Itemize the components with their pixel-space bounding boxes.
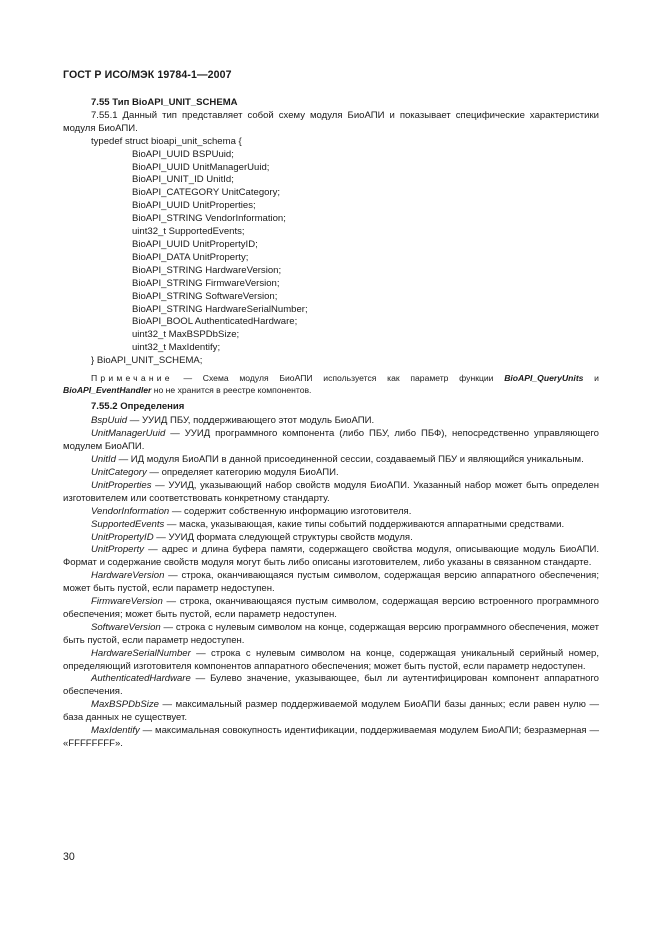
- definition-item: [63, 725, 599, 751]
- note-text-1: — Схема модуля БиоАПИ используется как параметр функции: [172, 373, 505, 384]
- code-field-line: BioAPI_STRING FirmwareVersion;: [132, 277, 280, 289]
- definition-item: [63, 506, 599, 519]
- code-close-line: } BioAPI_UNIT_SCHEMA;: [91, 355, 203, 367]
- definition-text: — максимальный размер поддерживаемой модулем БиоАПИ базы данных; если равен нулю — база данных не существует.: [63, 699, 599, 724]
- definition-text: — УУИД ПБУ, поддерживающего этот модуль БиоАПИ.: [127, 415, 375, 427]
- code-field-line: BioAPI_STRING SoftwareVersion;: [132, 290, 278, 302]
- definition-term: UnitPropertyID: [91, 531, 154, 543]
- definition-item: [63, 544, 599, 570]
- note-func-event-handler: BioAPI_EventHandler: [63, 385, 152, 396]
- definition-text: — УУИД программного компонента (либо ПБУ, либо ПБФ), непосредственно управляющего модулем БиоАПИ.: [63, 428, 599, 453]
- code-field-line: BioAPI_STRING VendorInformation;: [132, 213, 286, 225]
- code-field-line: BioAPI_UNIT_ID UnitId;: [132, 174, 234, 186]
- definition-text: — Булево значение, указывающее, был ли аутентифицирован компонент аппаратного обеспечения.: [63, 673, 599, 698]
- definition-text: — адрес и длина буфера памяти, содержащего свойства модуля, описывающие модуль БиоАПИ. Формат и содержание свойств модуля могут быть либо описаны изготовителем, либо указаны в связанном стандарте.: [63, 544, 599, 569]
- definition-term: FirmwareVersion: [91, 596, 163, 608]
- definition-term: UnitManagerUuid: [91, 428, 166, 440]
- note-paragraph: [63, 372, 599, 396]
- definition-item: [63, 673, 599, 699]
- code-field-line: uint32_t MaxIdentify;: [132, 342, 221, 354]
- definition-text: — строка, оканчивающаяся пустым символом, содержащая версию встроенного программного обеспечения; может быть пустой, если параметр недоступен.: [63, 596, 599, 620]
- definitions-list: [63, 415, 599, 751]
- definition-item: [63, 454, 599, 467]
- code-field-line: BioAPI_UUID BSPUuid;: [132, 148, 234, 160]
- definition-term: AuthenticatedHardware: [91, 673, 191, 685]
- definition-text: — строка с нулевым символом на конце, содержащая уникальный серийный номер, определяющий изготовителя компонентов аппаратного обеспечения; может быть пустой, если параметр недоступен.: [63, 647, 599, 672]
- definition-text: — УУИД, указывающий набор свойств модуля БиоАПИ. Указанный набор может быть определен изготовителем или соответствовать конкретному стандарту.: [63, 479, 599, 504]
- note-label: Примечание: [91, 373, 173, 384]
- code-field-line: BioAPI_STRING HardwareVersion;: [132, 264, 282, 276]
- definition-text: — определяет категорию модуля БиоАПИ.: [146, 466, 339, 478]
- page-content: [63, 97, 599, 751]
- definition-item: [63, 648, 599, 674]
- code-field-line: BioAPI_STRING HardwareSerialNumber;: [132, 303, 308, 315]
- code-field-line: BioAPI_UUID UnitManagerUuid;: [132, 161, 270, 173]
- definition-term: BspUuid: [91, 415, 128, 427]
- definition-text: — строка, оканчивающаяся пустым символом, содержащая версию аппаратного обеспечения; может быть пустой, если параметр недоступен.: [63, 570, 599, 595]
- code-field-line: BioAPI_UUID UnitPropertyID;: [132, 238, 258, 250]
- definition-text: — маска, указывающая, какие типы событий поддерживаются аппаратными средствами.: [164, 518, 565, 530]
- definition-term: UnitProperties: [91, 479, 152, 491]
- definition-item: [63, 570, 599, 596]
- definition-item: [63, 532, 599, 545]
- definition-item: [63, 596, 599, 622]
- code-open-line: typedef struct bioapi_unit_schema {: [91, 135, 242, 147]
- page-number: 30: [63, 851, 75, 863]
- section-intro: 7.55.1 Данный тип представляет собой схему модуля БиоАПИ и показывает специфические характеристики модуля БиоАПИ.: [63, 109, 599, 134]
- definition-item: [63, 519, 599, 532]
- definition-term: VendorInformation: [91, 505, 170, 517]
- definition-text: — ИД модуля БиоАПИ в данной присоединенной сессии, создаваемый ПБУ и являющийся уникальным.: [115, 454, 584, 466]
- definition-item: [63, 622, 599, 648]
- definition-term: UnitId: [91, 454, 116, 466]
- definition-item: [63, 415, 599, 428]
- definition-term: UnitProperty: [91, 544, 145, 556]
- note-text-2: и: [583, 373, 599, 384]
- code-field-line: BioAPI_DATA UnitProperty;: [132, 251, 249, 263]
- note-text-3: но не хранится в реестре компонентов.: [151, 385, 312, 396]
- definition-term: UnitCategory: [91, 466, 147, 478]
- standard-header: ГОСТ Р ИСО/МЭК 19784-1—2007: [63, 69, 232, 81]
- definition-item: [63, 428, 599, 454]
- definition-term: MaxBSPDbSize: [91, 699, 159, 711]
- code-field-line: BioAPI_BOOL AuthenticatedHardware;: [132, 316, 298, 328]
- definition-term: HardwareSerialNumber: [91, 647, 191, 659]
- definition-text: — содержит собственную информацию изготовителя.: [169, 505, 412, 517]
- definition-term: SoftwareVersion: [91, 621, 161, 633]
- definition-text: — максимальная совокупность идентификации, поддерживаемая модулем БиоАПИ; безразмерная — «FFFFFFFF».: [63, 725, 599, 749]
- definition-term: HardwareVersion: [91, 570, 165, 582]
- code-field-line: BioAPI_CATEGORY UnitCategory;: [132, 187, 281, 199]
- code-field-line: uint32_t MaxBSPDbSize;: [132, 329, 240, 341]
- section-title: 7.55 Тип BioAPI_UNIT_SCHEMA: [91, 97, 238, 108]
- code-fields: [63, 149, 599, 356]
- definition-item: [63, 480, 599, 506]
- definition-item: [63, 467, 599, 480]
- note-func-query-units: BioAPI_QueryUnits: [504, 373, 584, 384]
- definition-term: SupportedEvents: [91, 518, 165, 530]
- code-field-line: BioAPI_UUID UnitProperties;: [132, 200, 256, 212]
- definitions-title: 7.55.2 Определения: [91, 401, 185, 413]
- definition-text: — УУИД формата следующей структуры свойств модуля.: [153, 531, 413, 543]
- definition-term: MaxIdentify: [91, 725, 140, 737]
- definition-text: — строка с нулевым символом на конце, содержащая версию программного обеспечения, может быть пустой, если параметр недоступен.: [63, 621, 599, 646]
- definition-item: [63, 699, 599, 725]
- code-block: [63, 136, 599, 368]
- code-field-line: uint32_t SupportedEvents;: [132, 226, 245, 238]
